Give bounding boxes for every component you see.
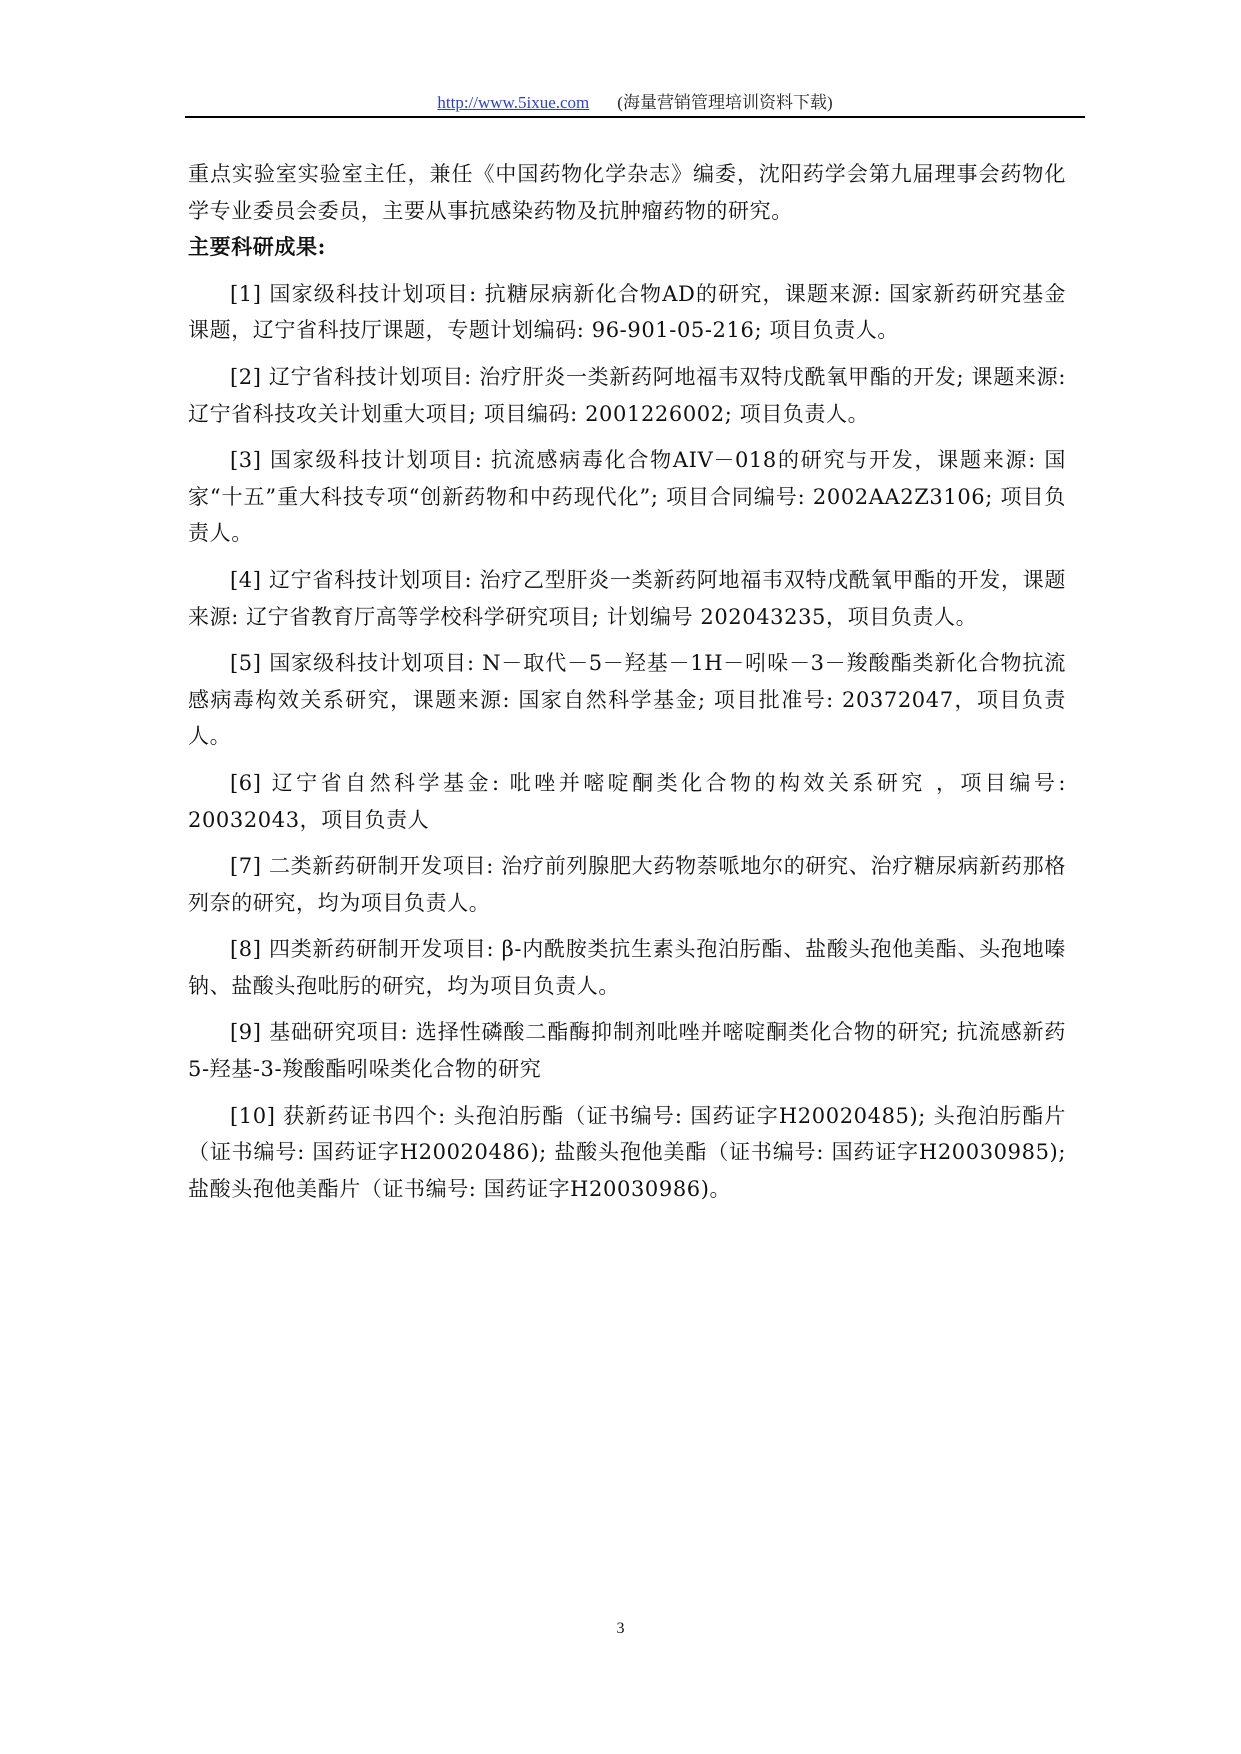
achievement-item-9: [9] 基础研究项目: 选择性磷酸二酯酶抑制剂吡唑并嘧啶酮类化合物的研究; 抗流感新药5-羟基-3-羧酸酯吲哚类化合物的研究 [188,1020,1066,1082]
achievement-item-2: [2] 辽宁省科技计划项目: 治疗肝炎一类新药阿地福韦双特戊酰氧甲酯的开发; 课题来源: 辽宁省科技攻关计划重大项目; 项目编码: 2001226002; 项目负责人。 [188,364,1066,426]
intro-paragraph: 重点实验室实验室主任，兼任《中国药物化学杂志》编委，沈阳药学会第九届理事会药物化学专业委员会委员，主要从事抗感染药物及抗肿瘤药物的研究。 [188,162,1066,223]
header-rule [185,116,1085,118]
achievement-item-6: [6] 辽宁省自然科学基金: 吡唑并嘧啶酮类化合物的构效关系研究 ，项目编号: 20032043，项目负责人 [188,770,1066,832]
achievement-item-10: [10] 获新药证书四个: 头孢泊肟酯（证书编号: 国药证字H20020485); 头孢泊肟酯片（证书编号: 国药证字H20020486); 盐酸头孢他美酯（证书编号: 国药证字H20030985); 盐酸头孢他美酯片（证书编号: 国药证字H20030986)。 [188,1103,1066,1201]
document-body [188,156,1066,1207]
achievement-item-3: [3] 国家级科技计划项目: 抗流感病毒化合物AIV－018的研究与开发，课题来源: 国家“十五”重大科技专项“创新药物和中药现代化”; 项目合同编号: 2002AA2Z3106; 项目负责人。 [188,448,1066,546]
achievement-item-5: [5] 国家级科技计划项目: N－取代－5－羟基－1H－吲哚－3－羧酸酯类新化合物抗流感病毒构效关系研究，课题来源: 国家自然科学基金; 项目批准号: 20372047，项目负责人。 [188,651,1066,749]
achievement-item-7: [7] 二类新药研制开发项目: 治疗前列腺肥大药物萘哌地尔的研究、治疗糖尿病新药那格列奈的研究，均为项目负责人。 [188,854,1066,915]
page-number: 3 [616,1620,625,1637]
achievement-item-4: [4] 辽宁省科技计划项目: 治疗乙型肝炎一类新药阿地福韦双特戊酰氧甲酯的开发，课题来源: 辽宁省教育厅高等学校科学研究项目; 计划编号 202043235，项目负责人。 [188,567,1066,629]
header-note: (海量营销管理培训资料下载) [617,93,833,112]
header-link[interactable]: http://www.5ixue.com [437,93,590,112]
section-heading: 主要科研成果: [188,234,326,260]
achievement-item-1: [1] 国家级科技计划项目: 抗糖尿病新化合物AD的研究，课题来源: 国家新药研究基金课题，辽宁省科技厅课题，专题计划编码: 96-901-05-216; 项目负责人。 [188,281,1066,343]
page-header [185,88,1085,114]
achievement-item-8: [8] 四类新药研制开发项目: β-内酰胺类抗生素头孢泊肟酯、盐酸头孢他美酯、头孢地嗪钠、盐酸头孢吡肟的研究，均为项目负责人。 [188,937,1066,998]
